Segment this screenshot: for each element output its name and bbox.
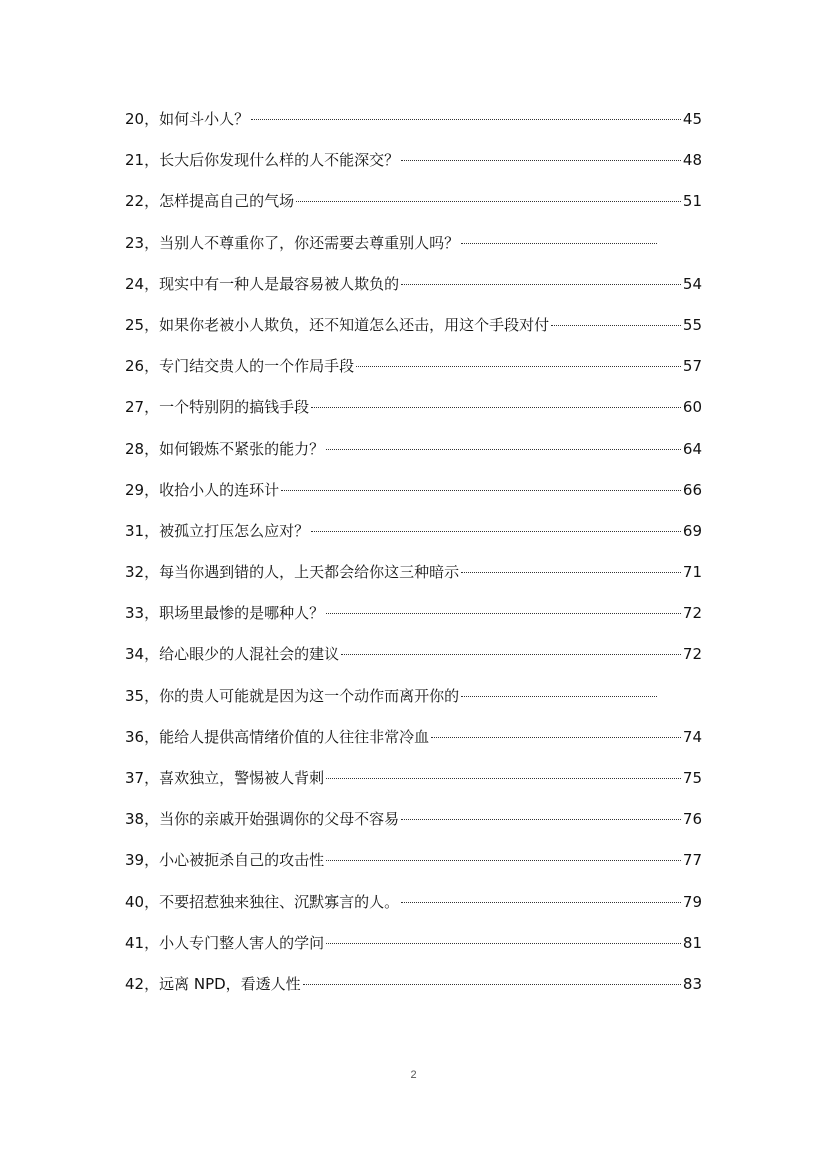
- toc-dot-leader: [326, 448, 681, 450]
- toc-entry-page: 45: [682, 110, 702, 128]
- toc-dot-leader: [461, 695, 657, 697]
- toc-entry-title: 23，当别人不尊重你了，你还需要去尊重别人吗？: [125, 233, 460, 252]
- toc-dot-leader: [326, 612, 681, 614]
- toc-entry-page: 71: [682, 563, 702, 582]
- toc-entry[interactable]: [125, 923, 702, 964]
- toc-entry[interactable]: [125, 470, 702, 511]
- toc-entry-title: 40，不要招惹独来独往、沉默寡言的人。: [125, 892, 400, 911]
- toc-entry-title: 22，怎样提高自己的气场: [125, 192, 295, 211]
- toc-entry-title: 27，一个特别阴的搞钱手段: [125, 398, 310, 417]
- toc-dot-leader: [431, 736, 681, 738]
- toc-entry-page: 81: [682, 933, 702, 952]
- toc-entry[interactable]: [125, 882, 702, 923]
- toc-dot-leader: [281, 489, 681, 491]
- toc-dot-leader: [303, 983, 681, 985]
- toc-entry[interactable]: [125, 676, 702, 717]
- toc-entry-title: 20，如何斗小人？: [125, 110, 250, 128]
- toc-entry[interactable]: [125, 140, 702, 181]
- toc-dot-leader: [326, 942, 681, 944]
- toc-dot-leader: [401, 283, 681, 285]
- toc-entry-title: 32，每当你遇到错的人，上天都会给你这三种暗示: [125, 563, 460, 582]
- toc-entry-page: 74: [682, 727, 702, 746]
- toc-entry-page: 69: [682, 521, 702, 540]
- toc-entry-page: 64: [682, 439, 702, 458]
- table-of-contents: [125, 99, 702, 1005]
- toc-entry-title: 29，收拾小人的连环计: [125, 480, 280, 499]
- toc-dot-leader: [551, 324, 681, 326]
- toc-dot-leader: [326, 859, 681, 861]
- toc-entry-title: 33，职场里最惨的是哪种人？: [125, 604, 325, 623]
- toc-entry-page: 54: [682, 274, 702, 293]
- toc-dot-leader: [401, 159, 681, 161]
- toc-entry[interactable]: [125, 511, 702, 552]
- toc-entry[interactable]: [125, 799, 702, 840]
- toc-dot-leader: [326, 777, 681, 779]
- toc-entry[interactable]: [125, 99, 702, 140]
- toc-entry-page: 72: [682, 645, 702, 664]
- toc-entry-title: 25，如果你老被小人欺负，还不知道怎么还击，用这个手段对付: [125, 315, 550, 334]
- toc-entry-title: 36，能给人提供高情绪价值的人往往非常冷血: [125, 727, 430, 746]
- toc-entry[interactable]: [125, 346, 702, 387]
- toc-entry[interactable]: [125, 717, 702, 758]
- toc-entry-page: 79: [682, 892, 702, 911]
- toc-entry[interactable]: [125, 758, 702, 799]
- toc-entry[interactable]: [125, 634, 702, 675]
- toc-dot-leader: [401, 901, 681, 903]
- toc-entry[interactable]: [125, 552, 702, 593]
- toc-entry-title: 31，被孤立打压怎么应对？: [125, 521, 310, 540]
- toc-dot-leader: [356, 365, 681, 367]
- toc-entry-title: 42，远离 NPD，看透人性: [125, 974, 301, 993]
- toc-dot-leader: [461, 571, 681, 573]
- toc-dot-leader: [296, 200, 681, 202]
- toc-entry-page: 60: [682, 398, 702, 417]
- toc-entry-title: 21，长大后你发现什么样的人不能深交？: [125, 151, 400, 170]
- toc-entry-page: 75: [682, 769, 702, 787]
- toc-entry[interactable]: [125, 264, 702, 305]
- toc-entry-title: 26，专门结交贵人的一个作局手段: [125, 357, 355, 376]
- toc-dot-leader: [311, 530, 681, 532]
- toc-entry-title: 38，当你的亲戚开始强调你的父母不容易: [125, 810, 400, 829]
- toc-entry[interactable]: [125, 840, 702, 881]
- toc-entry-title: 41，小人专门整人害人的学问: [125, 933, 325, 952]
- toc-entry-page: 83: [682, 974, 702, 993]
- toc-entry-page: 77: [682, 851, 702, 870]
- toc-entry-page: 72: [682, 604, 702, 623]
- toc-entry-page: 66: [682, 480, 702, 499]
- toc-dot-leader: [461, 242, 657, 244]
- toc-entry-title: 34，给心眼少的人混社会的建议: [125, 645, 340, 664]
- toc-dot-leader: [251, 118, 681, 120]
- toc-entry-page: 57: [682, 357, 702, 376]
- toc-entry-page: 55: [682, 315, 702, 334]
- toc-entry[interactable]: [125, 223, 702, 264]
- toc-entry[interactable]: [125, 181, 702, 222]
- toc-entry-page: 51: [682, 192, 702, 211]
- toc-entry-title: 35，你的贵人可能就是因为这一个动作而离开你的: [125, 686, 460, 705]
- toc-entry-title: 28，如何锻炼不紧张的能力？: [125, 439, 325, 458]
- toc-entry[interactable]: [125, 964, 702, 1005]
- toc-entry[interactable]: [125, 387, 702, 428]
- toc-entry[interactable]: [125, 593, 702, 634]
- toc-entry-title: 39，小心被扼杀自己的攻击性: [125, 851, 325, 870]
- toc-entry-title: 37，喜欢独立，警惕被人背刺: [125, 769, 325, 787]
- toc-dot-leader: [401, 818, 681, 820]
- toc-entry[interactable]: [125, 305, 702, 346]
- toc-dot-leader: [341, 653, 681, 655]
- page-number: 2: [410, 1069, 417, 1081]
- toc-entry-title: 24，现实中有一种人是最容易被人欺负的: [125, 274, 400, 293]
- toc-entry-page: 76: [682, 810, 702, 829]
- toc-dot-leader: [311, 406, 681, 408]
- toc-entry[interactable]: [125, 429, 702, 470]
- toc-entry-page: 48: [682, 151, 702, 170]
